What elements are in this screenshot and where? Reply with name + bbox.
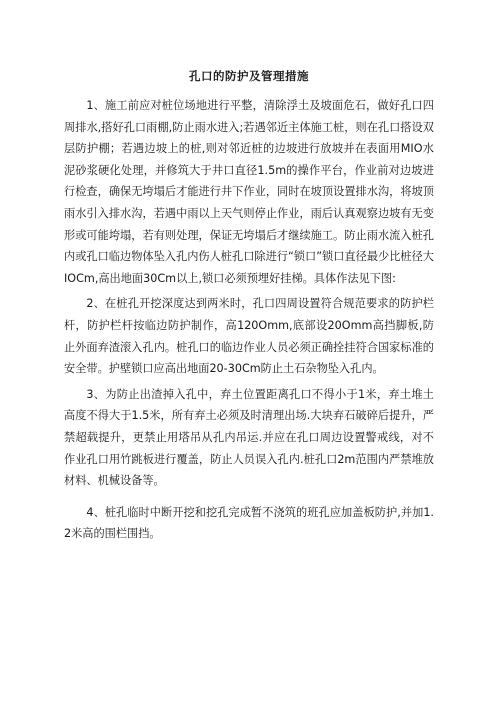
paragraph-3: 3、为防止出渣掉入孔中，弃土位置距离孔口不得小于1米，弃土堆土高度不得大于1.5米，所有弃土必须及时清理出场.大块弃石破碎后提升，严禁超载提升，更禁止用塔吊从孔内吊运.并应在孔口周边设置警戒线，对不作业孔口用竹跳板进行覆盖，防止人员误入孔内.桩孔口2m范围内严禁堆放材料、机械设备等。 xyxy=(64,387,434,488)
paragraph-1: 1、施工前应对桩位场地进行平整，清除浮土及坡面危石，做好孔口四周排水,搭好孔口雨棚,防止雨水进入;若遇邻近主体施工桩，则在孔口搭设双层防护棚；若遇边坡上的桩,则对邻近桩的边坡进行放坡并在表面用MIO水泥砂浆硬化处理，并修筑大于井口直径1.5m的操作平台，作业前对边坡进行检查，确保无垮塌后才能进行井下作业，同时在坡顶设置排水沟，将坡顶雨水引入排水沟，若遇中雨以上天气则停止作业，雨后认真观察边坡有无变形或可能垮塌，若有则处理，保证无垮塌后才继续施工。防止雨水流入桩孔内或孔口临边物体坠入孔内伤人桩孔口除进行“锁口”锁口直径最少比桩径大IOCm,高出地面30Cm以上,锁口必须预埋好挂梯。具体作法见下图: xyxy=(64,99,434,285)
document-title: 孔口的防护及管理措施 xyxy=(189,69,309,83)
paragraph-4: 4、桩孔临时中断开挖和挖孔完成暂不浇筑的班孔应加盖板防护,并加1.2米高的围栏围挡。 xyxy=(64,505,434,541)
paragraph-2: 2、在桩孔开挖深度达到两米时，孔口四周设置符合规范要求的防护栏杆，防护栏杆按临边防护制作，高120Omm,底部设20Omm高挡脚板,防止外面弃渣滚入孔内。桩孔口的临边作业人员必须正确拴挂符合国家标准的安全带。护壁锁口应高出地面20-30Cm防止土石杂物坠入孔内。 xyxy=(64,297,434,376)
